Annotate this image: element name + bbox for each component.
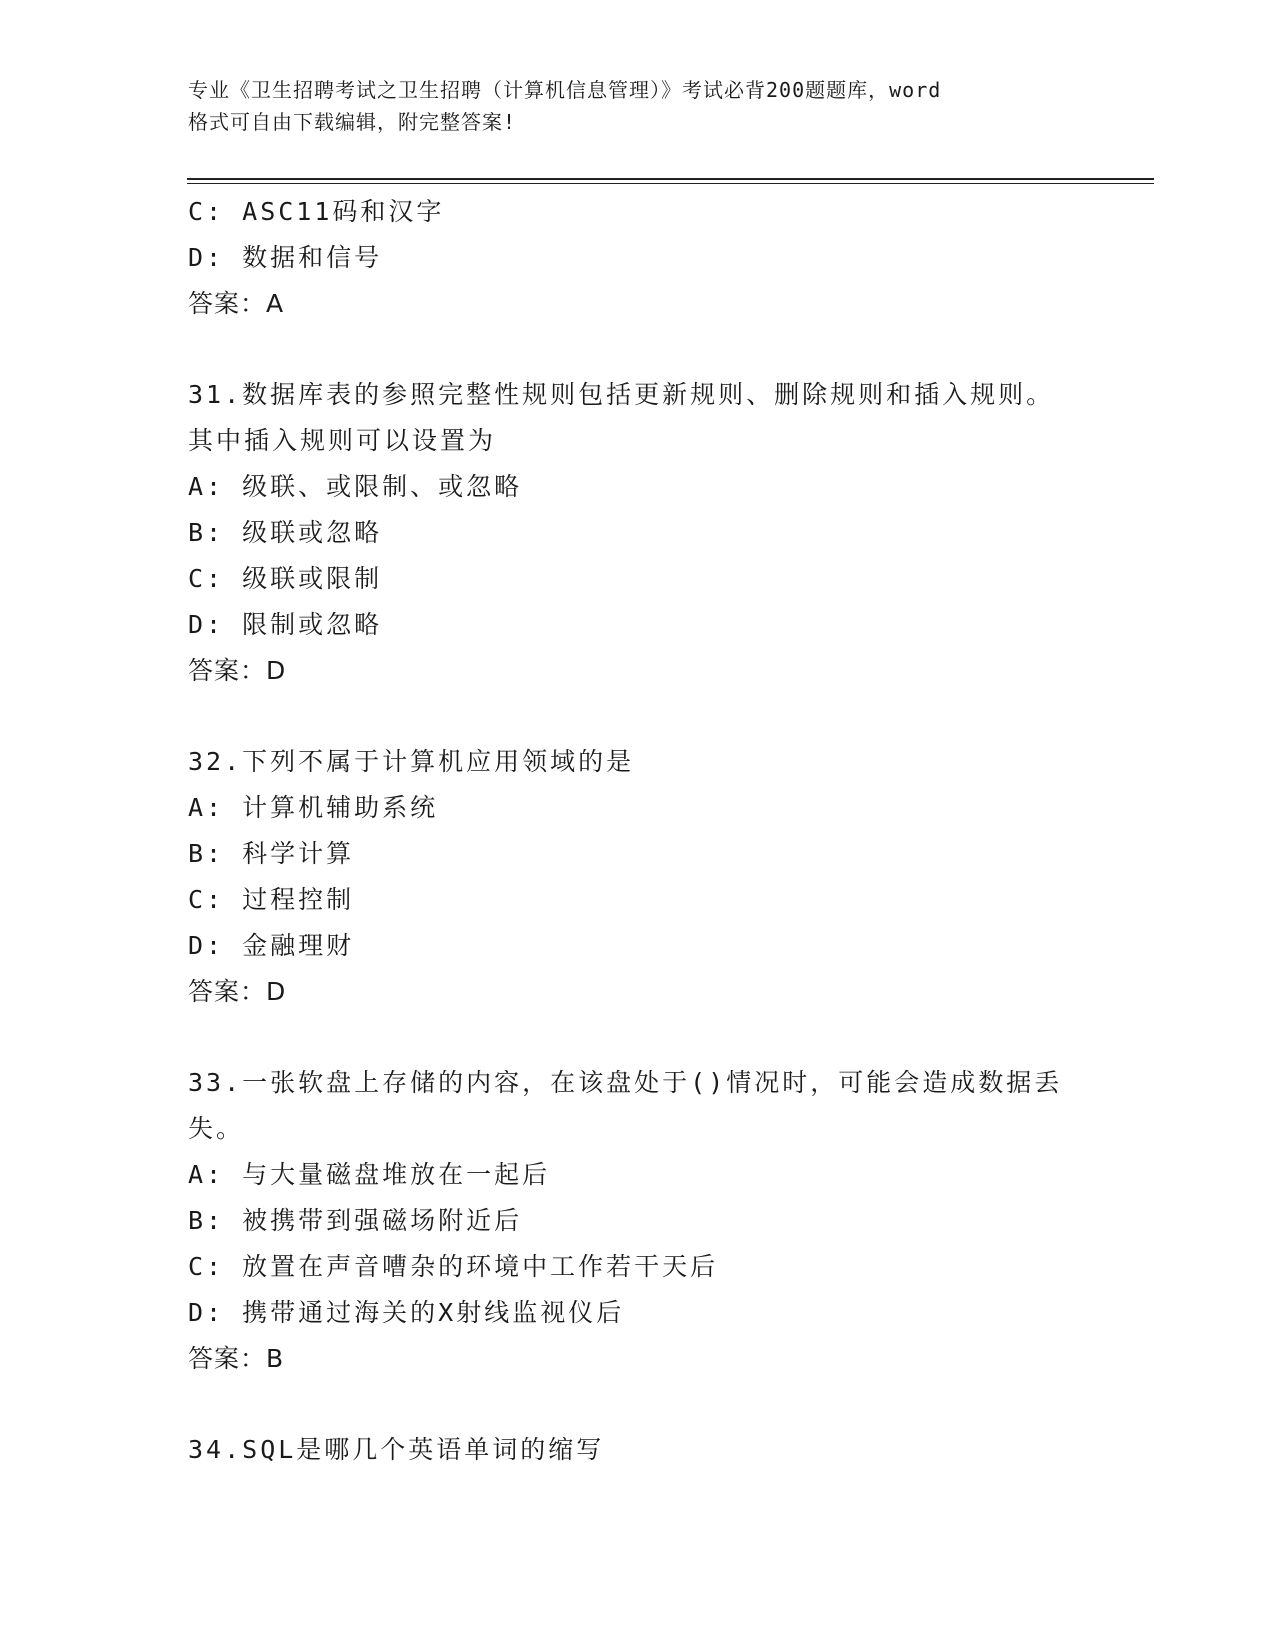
answer-line: 答案：D — [188, 656, 287, 685]
option-c: C: 级联或限制 — [188, 564, 383, 593]
question-block-32 — [188, 739, 1088, 1015]
question-block-31 — [188, 372, 1088, 694]
question-stem: 31.数据库表的参照完整性规则包括更新规则、删除规则和插入规则。 — [188, 380, 1055, 409]
option-d: D: 数据和信号 — [188, 243, 383, 272]
header-line-1: 专业《卫生招聘考试之卫生招聘（计算机信息管理）》考试必背200题题库，word — [188, 78, 942, 102]
header-line-2: 格式可自由下载编辑，附完整答案! — [188, 110, 517, 134]
answer-line: 答案：D — [188, 977, 287, 1006]
question-stem: 34.SQL是哪几个英语单词的缩写 — [188, 1435, 605, 1464]
question-stem-continued: 失。 — [188, 1114, 245, 1143]
question-stem: 33.一张软盘上存储的内容，在该盘处于()情况时，可能会造成数据丢 — [188, 1068, 1063, 1097]
option-d: D: 金融理财 — [188, 931, 355, 960]
answer-line: 答案：B — [188, 1344, 285, 1373]
spacer — [188, 1015, 1088, 1060]
option-b: B: 被携带到强磁场附近后 — [188, 1206, 523, 1235]
spacer — [188, 1382, 1088, 1427]
option-a: A: 级联、或限制、或忽略 — [188, 472, 523, 501]
question-block-33 — [188, 1060, 1088, 1382]
question-block-30 — [188, 189, 1088, 327]
question-stem-continued: 其中插入规则可以设置为 — [188, 426, 497, 455]
question-stem: 32.下列不属于计算机应用领域的是 — [188, 747, 635, 776]
question-block-34 — [188, 1427, 1088, 1473]
spacer — [188, 694, 1088, 739]
header-divider-thin — [187, 183, 1154, 184]
answer-line: 答案：A — [188, 289, 285, 318]
option-c: C: 过程控制 — [188, 885, 355, 914]
option-c: C: ASC11码和汉字 — [188, 197, 445, 226]
spacer — [188, 327, 1088, 372]
option-a: A: 计算机辅助系统 — [188, 793, 439, 822]
option-d: D: 携带通过海关的X射线监视仪后 — [188, 1298, 625, 1327]
option-c: C: 放置在声音嘈杂的环境中工作若干天后 — [188, 1252, 719, 1281]
option-d: D: 限制或忽略 — [188, 610, 383, 639]
header-divider-thick — [187, 178, 1154, 180]
document-header — [188, 74, 1088, 138]
option-b: B: 级联或忽略 — [188, 518, 383, 547]
question-list — [188, 189, 1088, 1473]
option-b: B: 科学计算 — [188, 839, 355, 868]
option-a: A: 与大量磁盘堆放在一起后 — [188, 1160, 551, 1189]
